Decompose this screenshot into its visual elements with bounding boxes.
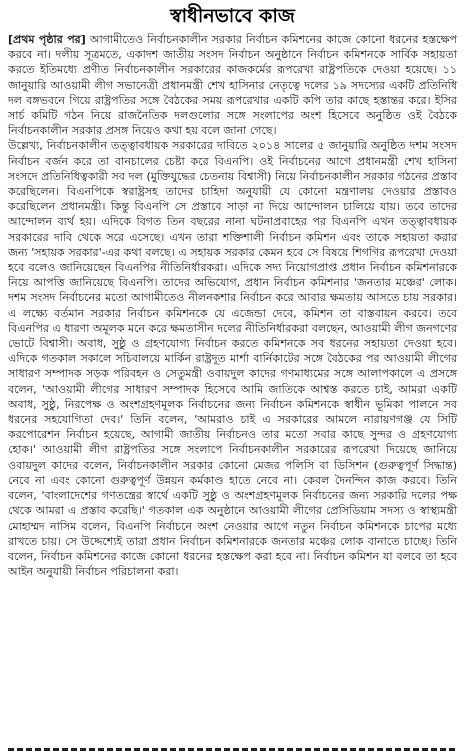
article-paragraph-1 bbox=[8, 32, 457, 138]
article-paragraph-2: উল্লেখ্য, নির্বাচনকালীন তত্ত্বাবধায়ক সরকারের দাবিতে ২০১৪ সালের ৫ জানুয়ারি অনুষ্ঠিত দশম সংসদ নির্বাচন বর্জন করে তা বানচালের চেষ্টা করে বিএনপি। ওই নির্বাচনের আগে প্রধানমন্ত্রী শেখ হাসিনা সংসদে প্রতিনিধিত্বকারী সব দল (মুক্তিযুদ্ধের চেতনায় বিশ্বাসী) নিয়ে নির্বাচনকালীন সরকার গঠনের প্রস্তাব করেছিলেন। বিএনপিকে স্বরাষ্ট্রসহ তাদের চাহিদা অনুযায়ী যে কোনো মন্ত্রণালয় দেওয়ার প্রস্তাবও করেছিলেন প্রধানমন্ত্রী। কিন্তু বিএনপি সে প্রস্তাবে সাড়া না দিয়ে আন্দোলন চালিয়ে যায়। তবে তাদের আন্দোলন ব্যর্থ হয়। এদিকে বিগত তিন বছরের নানা ঘটনাপ্রবাহের পর বিএনপি এখন তত্ত্বাবধায়ক সরকারের দাবি থেকে সরে এসেছে। এখন তারা শক্তিশালী নির্বাচন কমিশন এবং তাকে সহায়তা করার জন্য 'সহায়ক সরকার'-এর কথা বলছে। এ সহায়ক সরকার কেমন হবে সে বিষয়ে শিগগির রূপরেখা দেওয়া হবে বলেও জানিয়েছেন বিএনপির নীতিনির্ধারকরা। এদিকে সদ্য নিয়োগপ্রাপ্ত প্রধান নির্বাচন কমিশনারকে নিয়ে আপত্তি জানিয়েছে বিএনপি। তাদের অভিযোগ, প্রধান নির্বাচন কমিশনার 'জনতার মঞ্চের' লোক। দশম সংসদ নির্বাচনের মতো আগামীতেও নীলনকশার নির্বাচন করে আবার ক্ষমতায় আসতে চায় সরকার। এ লক্ষ্যে বর্তমান সরকার নির্বাচন কমিশনকে যে এজেন্ডা দেবে, কমিশন তা বাস্তবায়ন করবে। তবে বিএনপির এ ধারণা অমূলক মনে করে ক্ষমতাসীন দলের নীতিনির্ধারকরা বলছেন, আওয়ামী লীগ জনগণের ভোটে বিশ্বাসী। অবাধ, সুষ্ঠু ও গ্রহণযোগ্য নির্বাচন করতে কমিশনকে সব ধরনের সহায়তা দেওয়া হবে। এদিকে গতকাল সকালে সচিবালয়ে মার্কিন রাষ্ট্রদূত মার্শা বার্নিকাটের সঙ্গে বৈঠকের পর আওয়ামী লীগের সাধারণ সম্পাদক সড়ক পরিবহন ও সেতুমন্ত্রী ওবায়দুল কাদের গণমাধ্যমের সঙ্গে আলাপকালে এ প্রসঙ্গে বলেন, 'আওয়ামী লীগের সাধারণ সম্পাদক হিসেবে আমি জাতিকে আশ্বস্ত করতে চাই, আমরা একটি অবাধ, সুষ্ঠু, নিরপেক্ষ ও অংশগ্রহণমূলক নির্বাচনের জন্য নির্বাচন কমিশনকে স্বাধীন ভূমিকা পালনে সব ধরনের সহযোগিতা দেব।' তিনি বলেন, 'আমরাও চাই এ সরকারের আমলে নারায়ণগঞ্জ যে সিটি করপোরেশন নির্বাচন হয়েছে, আগামী জাতীয় নির্বাচনও তার মতো সবার কাছে সুন্দর ও গ্রহণযোগ্য হোক।' আওয়ামী লীগ রাষ্ট্রপতির সঙ্গে সংলাপে নির্বাচনকালীন সরকারের রূপরেখা দিয়েছে জানিয়ে ওবায়দুল কাদের বলেন, নির্বাচনকালীন সরকার কোনো মেজর পলিসি বা ডিসিশন (গুরুত্বপূর্ণ সিদ্ধান্ত) নেবে না এবং কোনো গুরুত্বপূর্ণ উন্নয়ন কর্মকাণ্ড হাতে নেবে না। কেবল দৈনন্দিন কাজ করবে। তিনি বলেন, 'বাংলাদেশের গণতন্ত্রের স্বার্থে একটি সুষ্ঠু ও অংশগ্রহণমূলক নির্বাচনের জন্য সরকারি দলের পক্ষ থেকে আমরা এ প্রস্তাব করেছি।' গতকাল এক অনুষ্ঠানে আওয়ামী লীগের প্রেসিডিয়াম সদস্য ও স্বাস্থ্যমন্ত্রী মোহাম্মদ নাসিম বলেন, বিএনপি নির্বাচনে অংশ নেওয়ার আগে নতুন নির্বাচন কমিশনকে চাপের মধ্যে রাখতে চায়। সে উদ্দেশ্যেই তারা প্রধান নির্বাচন কমিশনারকে জনতার মঞ্চের লোক বানাতে চাচ্ছে। তিনি বলেন, নির্বাচন কমিশনের কাজে কোনো ধরনের হস্তক্ষেপ করা হবে না। নির্বাচন কমিশন যা বলবে তা হবে আইন অনুযায়ী নির্বাচন পরিচালনা করা। bbox=[8, 139, 457, 579]
article-body bbox=[8, 32, 457, 579]
continued-from-front-page-label: [প্রথম পৃষ্ঠার পর] bbox=[8, 33, 86, 46]
paragraph-text: আগামীতেও নির্বাচনকালীন সরকার নির্বাচন কমিশনের কাজে কোনো ধরনের হস্তক্ষেপ করবে না। দলীয় সূত্রমতে, একাদশ জাতীয় সংসদ নির্বাচন অনুষ্ঠানে নির্বাচন কমিশনকে সার্বিক সহায়তা করতে ইতিমধ্যে প্রণীত নির্বাচনকালীন সরকারের কাজকর্মের রূপরেখা রাষ্ট্রপতিকে দেওয়া হয়েছে। ১১ জানুয়ারি আওয়ামী লীগ সভানেত্রী প্রধানমন্ত্রী শেখ হাসিনার নেতৃত্বে দলের ১৯ সদস্যের একটি প্রতিনিধি দল বঙ্গভবনে গিয়ে রাষ্ট্রপতির সঙ্গে বৈঠকের সময় রূপরেখার একটি কপি তার কাছে হস্তান্তর করে। ইসির সার্চ কমিটি গঠন নিয়ে রাজনৈতিক দলগুলোর সঙ্গে সংলাপের অংশ হিসেবে অনুষ্ঠিত ওই বৈঠকে নির্বাচনকালীন সরকার প্রসঙ্গ নিয়েও কথা হয় বলে জানা গেছে। bbox=[8, 33, 457, 138]
news-article bbox=[0, 3, 465, 753]
article-headline: স্বাধীনভাবে কাজ bbox=[170, 5, 295, 27]
